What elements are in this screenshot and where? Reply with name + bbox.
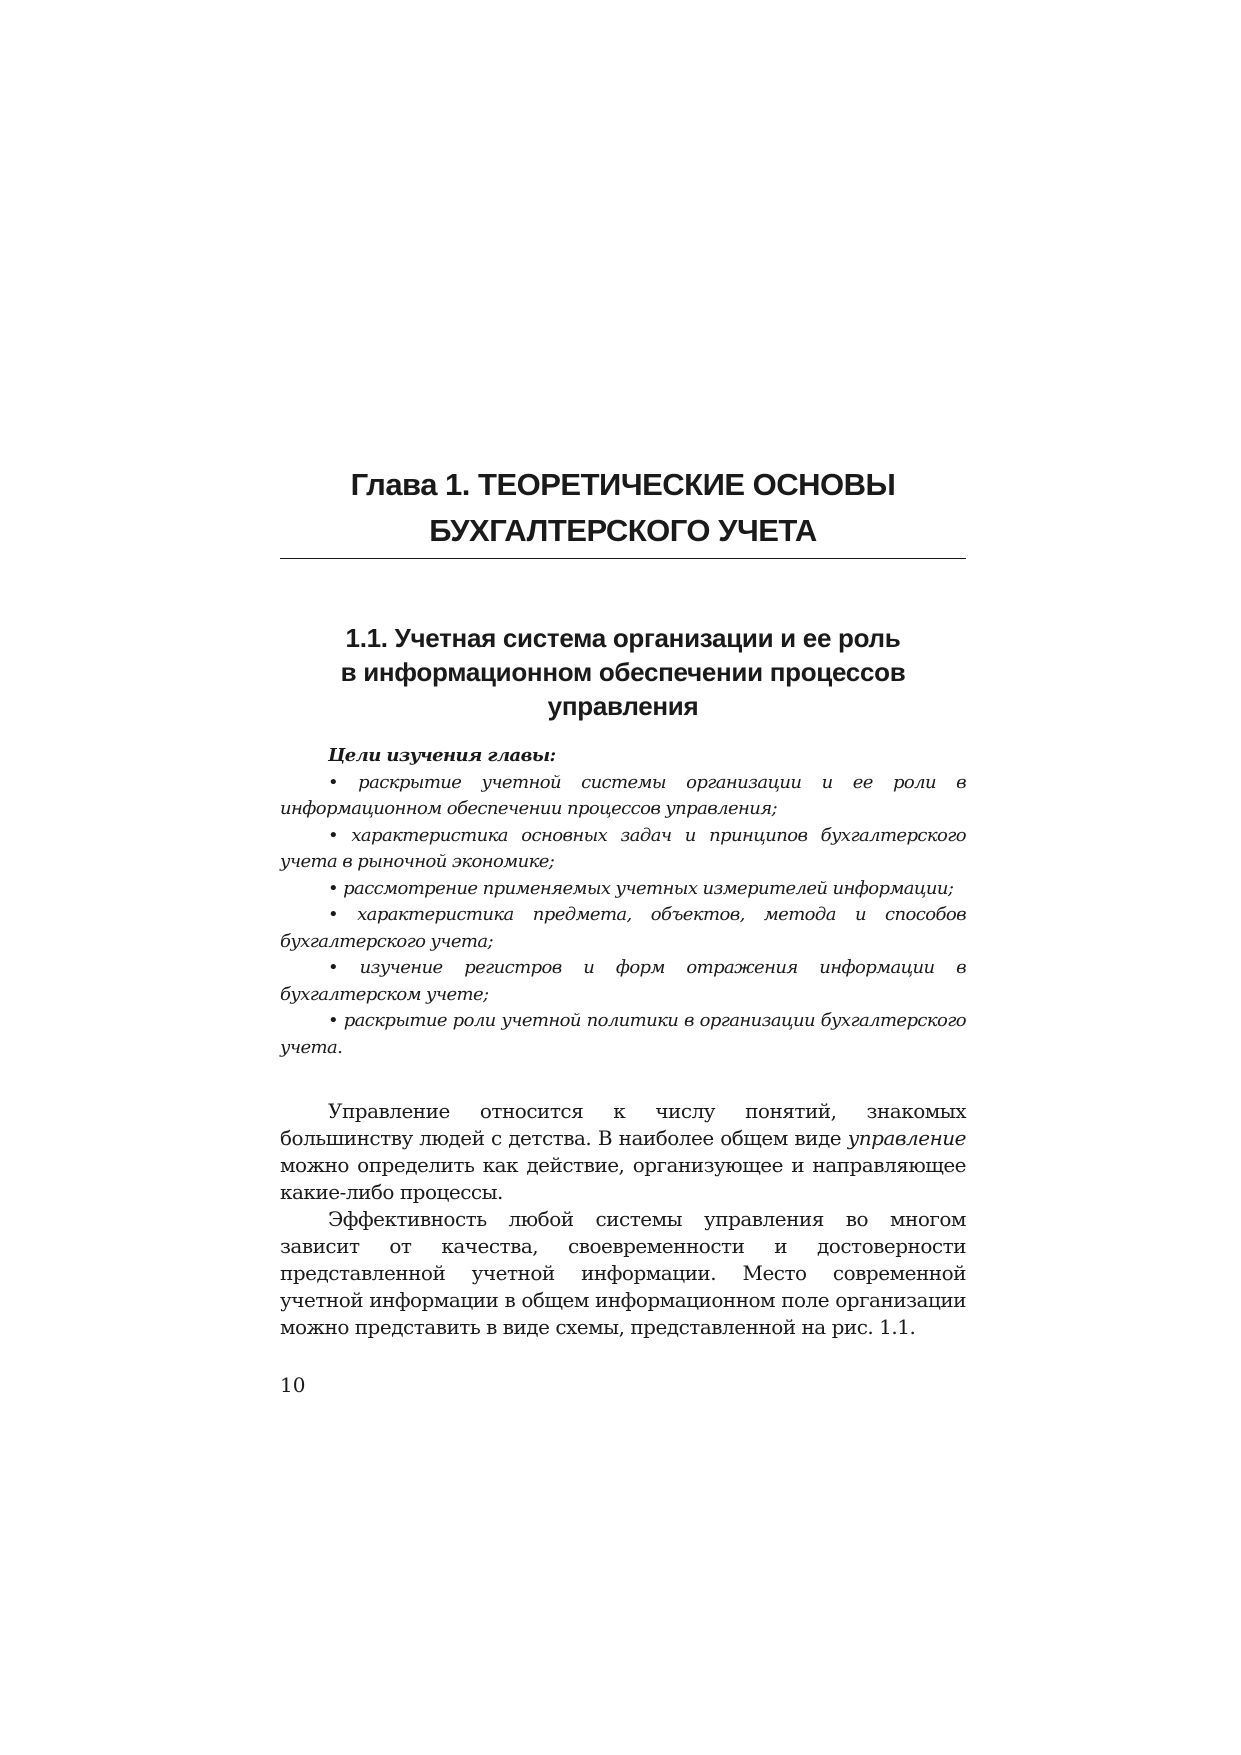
page-number: 10 [280, 1373, 306, 1397]
goal-item: • раскрытие роли учетной политики в организации бухгалтерского учета. [280, 1010, 966, 1058]
section-title [280, 621, 966, 723]
chapter-divider [280, 558, 966, 559]
goal-item: • характеристика основных задач и принципов бухгалтерского учета в рыночной экономике; [280, 824, 966, 872]
chapter-title-line-1: Глава 1. ТЕОРЕТИЧЕСКИЕ ОСНОВЫ [350, 467, 896, 502]
body-text [280, 1098, 966, 1341]
paragraph-2: Эффективность любой системы управления во многом зависит от качества, своевременности и достоверности представленной учетной информации. Место современной учетной информации в общем информационном поле организации можно представить в виде схемы, представленной на рис. 1.1. [280, 1207, 966, 1339]
section-title-line-2: в информационном обеспечении процессов [340, 657, 906, 687]
section-title-line-3: управления [547, 691, 699, 721]
paragraph-1-start: Управление относится к числу понятий, знакомых большинству людей с детства. В наиболее общем виде [280, 1099, 966, 1150]
goal-item: • характеристика предмета, объектов, метода и способов бухгалтерского учета; [280, 904, 966, 952]
goals-heading: Цели изучения главы: [328, 745, 556, 766]
chapter-title [280, 462, 966, 554]
section-title-line-1: 1.1. Учетная система организации и ее роль [345, 623, 901, 653]
chapter-title-line-2: БУХГАЛТЕРСКОГО УЧЕТА [429, 513, 817, 548]
paragraph-1-emphasis: управление [847, 1126, 966, 1150]
chapter-goals [280, 743, 966, 1061]
paragraph-1-end: можно определить как действие, организующее и направляющее какие-либо процессы. [280, 1153, 966, 1204]
goal-item: • раскрытие учетной системы организации и ее роли в информационном обеспечении процессов управления; [280, 771, 966, 819]
paragraph-1 [280, 1098, 966, 1206]
goal-item: • изучение регистров и форм отражения информации в бухгалтерском учете; [280, 957, 966, 1005]
goal-item: • рассмотрение применяемых учетных измерителей информации; [328, 877, 954, 899]
